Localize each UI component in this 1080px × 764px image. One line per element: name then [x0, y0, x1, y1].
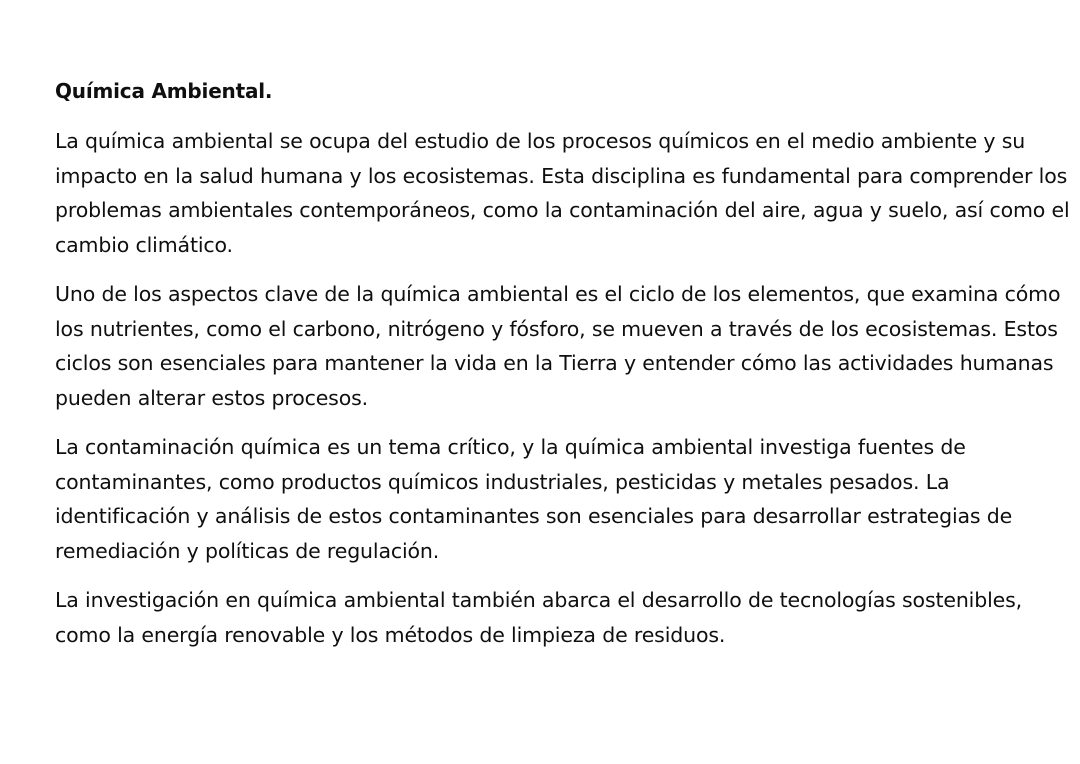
- document-body: [55, 74, 1071, 667]
- paragraph-sustainable-research: La investigación en química ambiental también abarca el desarrollo de tecnologías sostenibles, como la energía renovable y los métodos de limpieza de residuos.: [55, 588, 1022, 647]
- document-title: Química Ambiental.: [55, 79, 273, 103]
- paragraph-element-cycles: Uno de los aspectos clave de la química ambiental es el ciclo de los elementos, que examina cómo los nutrientes, como el carbono, nitrógeno y fósforo, se mueven a través de los ecosistemas. Estos ciclos son esenciales para mantener la vida en la Tierra y entender cómo las actividades humanas pueden alterar estos procesos.: [55, 282, 1061, 410]
- paragraph-chemical-contamination: La contaminación química es un tema crítico, y la química ambiental investiga fuentes de contaminantes, como productos químicos industriales, pesticidas y metales pesados. La identificación y análisis de estos contaminantes son esenciales para desarrollar estrategias de remediación y políticas de regulación.: [55, 435, 1013, 563]
- paragraph-intro: La química ambiental se ocupa del estudio de los procesos químicos en el medio ambiente y su impacto en la salud humana y los ecosistemas. Esta disciplina es fundamental para comprender los problemas ambientales contemporáneos, como la contaminación del aire, agua y suelo, así como el cambio climático.: [55, 129, 1070, 257]
